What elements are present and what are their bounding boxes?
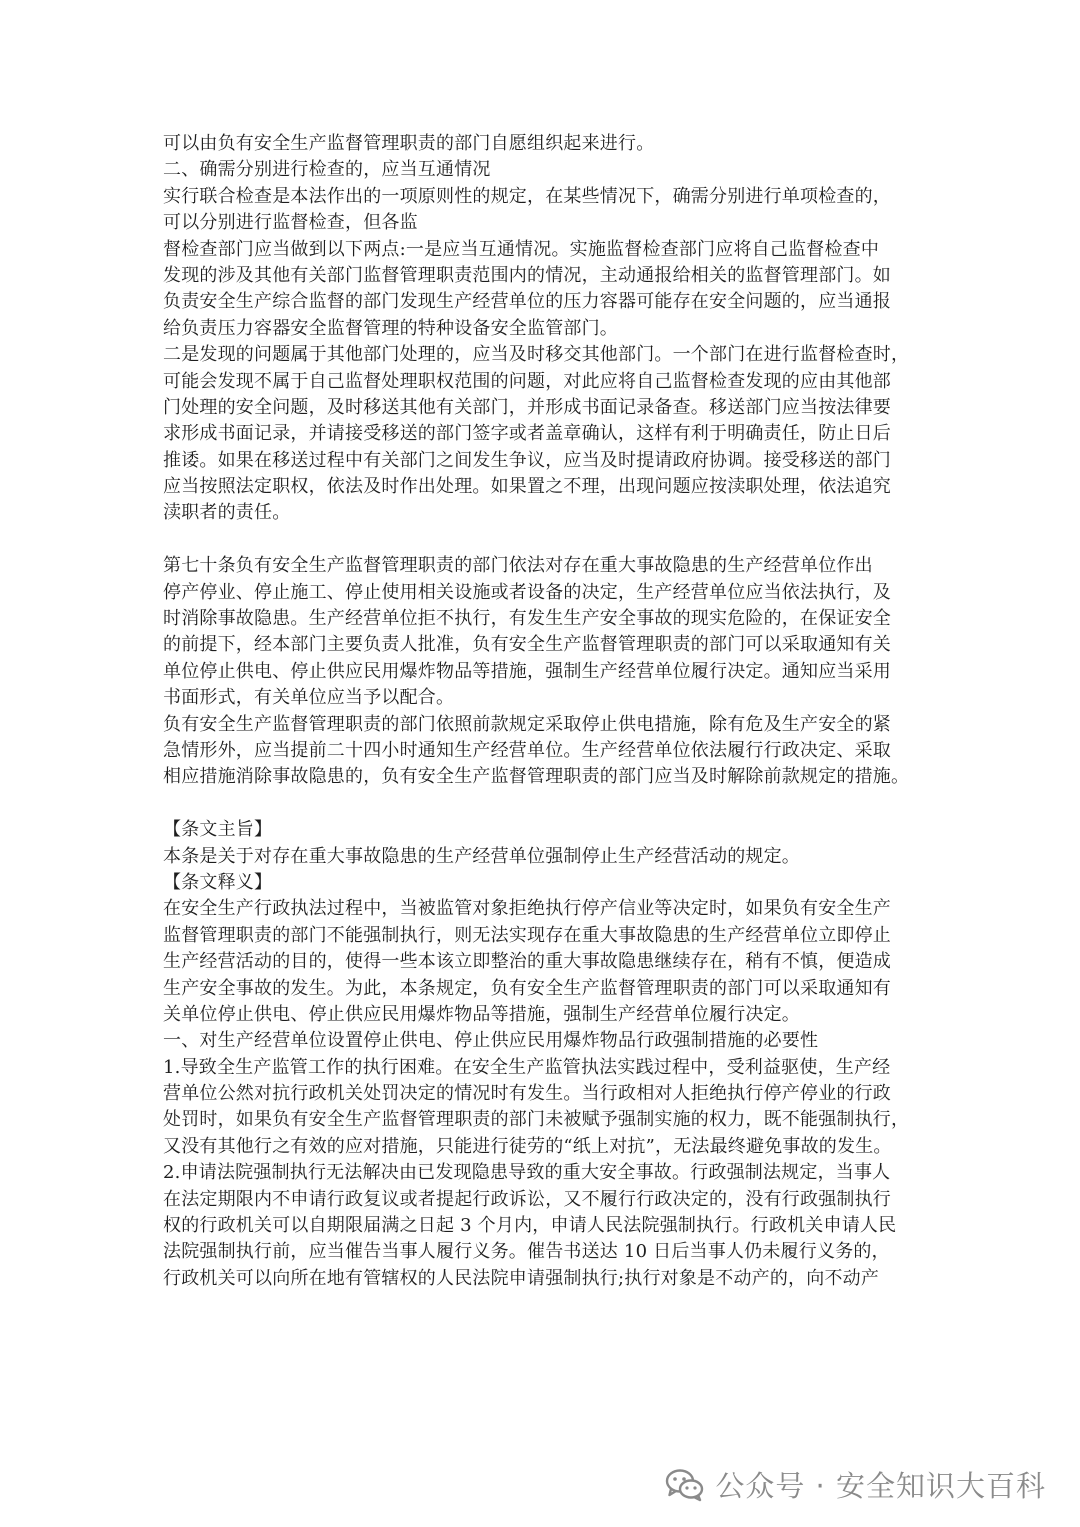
text-line: 在法定期限内不申请行政复议或者提起行政诉讼，又不履行行政决定的，没有行政强制执行 [163,1188,891,1210]
wechat-icon [665,1468,705,1502]
text-line: 本条是关于对存在重大事故隐患的生产经营单位强制停止生产经营活动的规定。 [163,845,800,867]
text-line: 实行联合检查是本法作出的一项原则性的规定，在某些情况下，确需分别进行单项检查的， [163,185,891,207]
text-line: 负责安全生产综合监督的部门发现生产经营单位的压力容器可能存在安全问题的，应当通报 [163,291,891,313]
text-line: 给负责压力容器安全监督管理的特种设备安全监管部门。 [163,317,618,339]
text-line: 可以由负有安全生产监督管理职责的部门自愿组织起来进行。 [163,133,655,154]
text-line: 渎职者的责任。 [163,502,291,524]
text-line: 又没有其他行之有效的应对措施，只能进行徒劳的“纸上对抗”，无法最终避免事故的发生。 [163,1135,892,1157]
text-line: 求形成书面记录，并请接受移送的部门签字或者盖章确认，这样有利于明确责任，防止日后 [163,423,891,445]
document-body [163,131,923,1292]
text-line: 时消除事故隐患。生产经营单位拒不执行，有发生生产安全事故的现实危险的，在保证安全 [163,608,891,630]
text-line: 负有安全生产监督管理职责的部门依照前款规定采取停止供电措施，除有危及生产安全的紧 [163,713,891,735]
text-line: 可能会发现不属于自己监督处理职权范围的问题，对此应将自己监督检查发现的应由其他部 [163,370,891,392]
text-line: 法院强制执行前，应当催告当事人履行义务。催告书送达 10 日后当事人仍未履行义务的， [163,1241,890,1263]
paragraph-gap [163,791,923,817]
text-line: 行政机关可以向所在地有管辖权的人民法院申请强制执行;执行对象是不动产的，向不动产 [163,1267,880,1289]
text-line: 应当按照法定职权，依法及时作出处理。如果置之不理，出现问题应按渎职处理，依法追究 [163,476,891,498]
text-line: 的前提下，经本部门主要负责人批准，负有安全生产监督管理职责的部门可以采取通知有关 [163,634,891,656]
text-line: 书面形式，有关单位应当予以配合。 [163,687,455,709]
article-line: 第七十条负有安全生产监督管理职责的部门依法对存在重大事故隐患的生产经营单位作出 [163,555,873,577]
text-line: 停产停业、停止施工、停止使用相关设施或者设备的决定，生产经营单位应当依法执行，及 [163,581,891,603]
text-line: 监督管理职责的部门不能强制执行，则无法实现存在重大事故隐患的生产经营单位立即停止 [163,924,891,946]
text-line: 生产经营活动的目的，使得一些本该立即整治的重大事故隐患继续存在，稍有不慎，便造成 [163,951,891,973]
text-line: 生产安全事故的发生。为此，本条规定，负有安全生产监督管理职责的部门可以采取通知有 [163,977,891,999]
section-heading: 二、确需分别进行检查的，应当互通情况 [163,159,491,181]
watermark-text: 公众号 · 安全知识大百科 [715,1469,1046,1503]
text-line: 营单位公然对抗行政机关处罚决定的情况时有发生。当行政相对人拒绝执行停产停业的行政 [163,1083,891,1105]
text-line: 关单位停止供电、停止供应民用爆炸物品等措施，强制生产经营单位履行决定。 [163,1003,800,1025]
text-line: 权的行政机关可以自期限届满之日起 3 个月内，申请人民法院强制执行。行政机关申请人民 [163,1215,897,1237]
section-heading: 【条文主旨】 [163,819,273,841]
text-line: 二是发现的问题属于其他部门处理的，应当及时移交其他部门。一个部门在进行监督检查时， [163,344,910,366]
text-line: 急情形外，应当提前二十四小时通知生产经营单位。生产经营单位依法履行行政决定、采取 [163,739,891,761]
text-line: 可以分别进行监督检查，但各监 [163,212,418,234]
section-heading: 一、对生产经营单位设置停止供电、停止供应民用爆炸物品行政强制措施的必要性 [163,1030,819,1052]
text-line: 在安全生产行政执法过程中，当被监管对象拒绝执行停产信业等决定时，如果负有安全生产 [163,898,891,920]
watermark [665,1464,1046,1505]
text-line: 处罚时，如果负有安全生产监督管理职责的部门未被赋予强制实施的权力，既不能强制执行， [163,1109,910,1131]
section-heading: 【条文释义】 [163,871,273,893]
text-line: 2.申请法院强制执行无法解决由已发现隐患导致的重大安全事故。行政强制法规定，当事人 [163,1162,891,1184]
text-line: 推诿。如果在移送过程中有关部门之间发生争议，应当及时提请政府协调。接受移送的部门 [163,449,891,471]
text-line: 相应措施消除事故隐患的，负有安全生产监督管理职责的部门应当及时解除前款规定的措施。 [163,766,910,788]
text-line: 1.导致全生产监管工作的执行困难。在安全生产监管执法实践过程中，受利益驱使，生产经 [163,1056,891,1078]
text-line: 发现的涉及其他有关部门监督管理职责范围内的情况，主动通报给相关的监督管理部门。如 [163,264,891,286]
paragraph-gap [163,527,923,553]
text-line: 督检查部门应当做到以下两点:一是应当互通情况。实施监督检查部门应将自己监督检查中 [163,238,880,260]
text-line: 门处理的安全问题，及时移送其他有关部门，并形成书面记录备查。移送部门应当按法律要 [163,396,891,418]
text-line: 单位停止供电、停止供应民用爆炸物品等措施，强制生产经营单位履行决定。通知应当采用 [163,660,891,682]
